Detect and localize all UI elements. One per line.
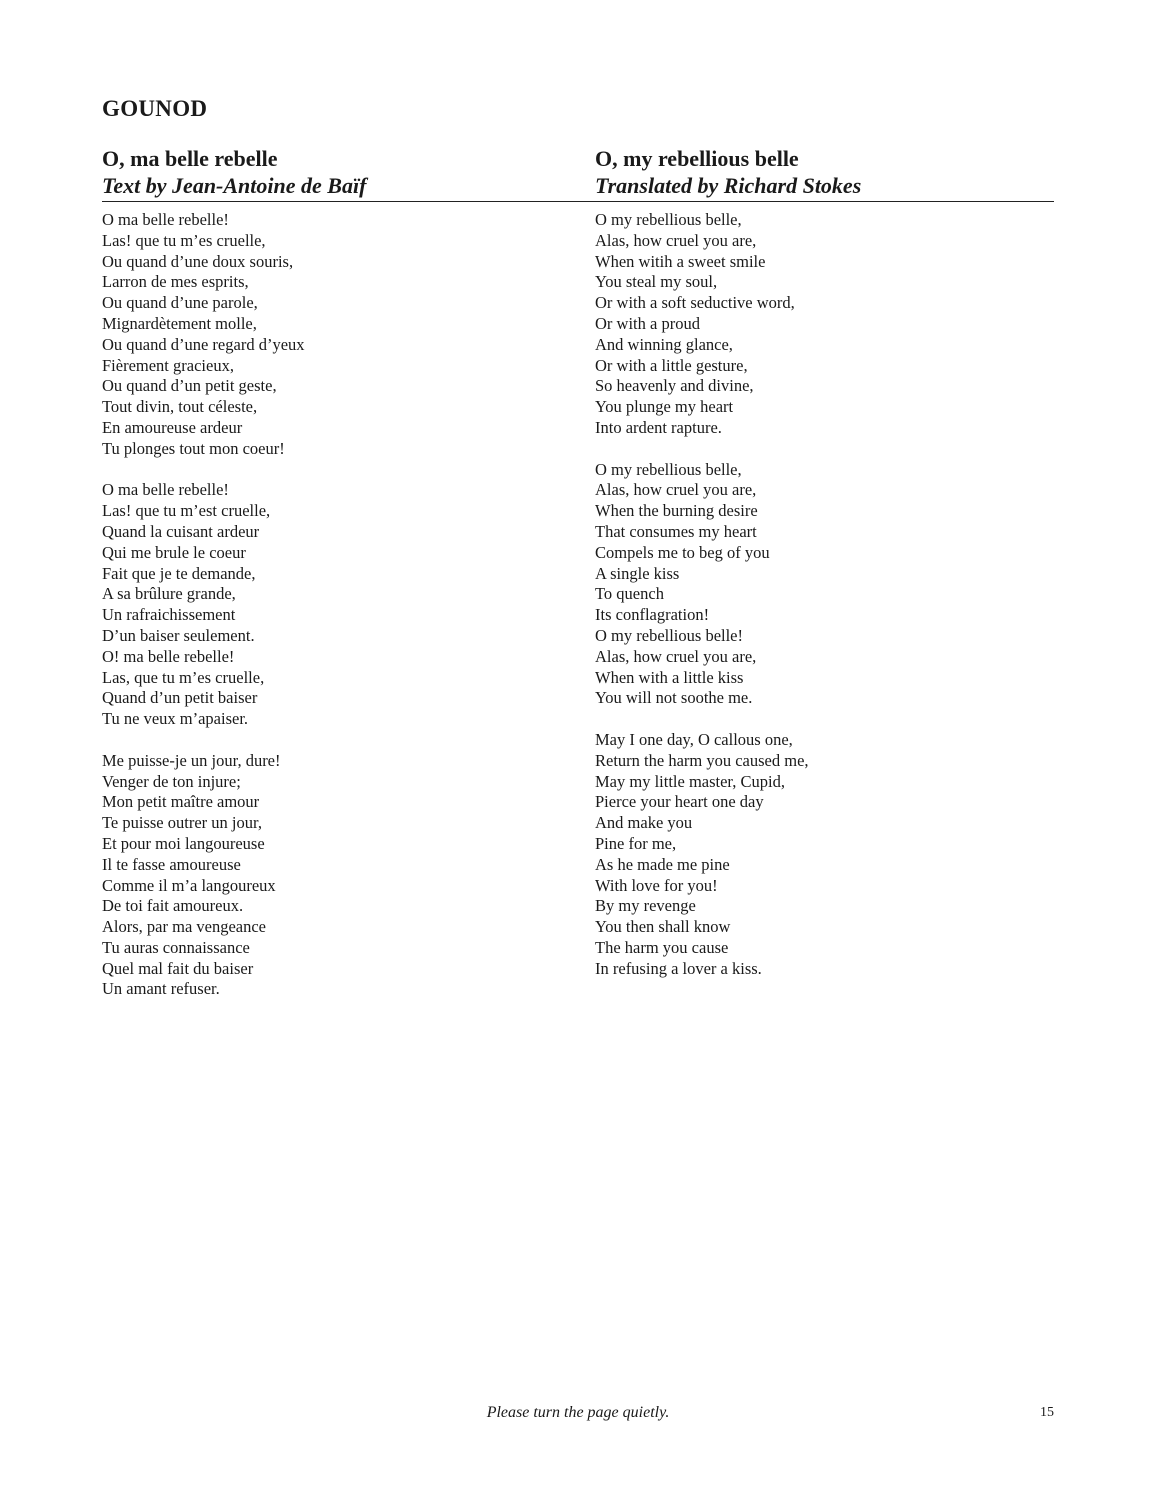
stanza <box>595 730 809 980</box>
verse-line: Mignardètement molle, <box>102 313 257 333</box>
verse-line: That consumes my heart <box>595 521 757 541</box>
verse-line: Tout divin, tout céleste, <box>102 397 258 417</box>
stanza <box>595 460 809 710</box>
verse-line: Las! que tu m’est cruelle, <box>102 501 271 521</box>
verse-line: O ma belle rebelle! <box>102 210 229 229</box>
verse-line: Or with a little gesture, <box>595 355 748 375</box>
verse-line: A single kiss <box>595 563 680 583</box>
verse-line: You steal my soul, <box>595 272 718 292</box>
verse-line: Mon petit maître amour <box>102 792 260 812</box>
page-number: 15 <box>1040 1405 1054 1420</box>
verse-line: Fièrement gracieux, <box>102 355 234 375</box>
verse-line: Tu ne veux m’apaiser. <box>102 709 249 729</box>
verse-line: Its conflagration! <box>595 605 710 625</box>
verse-line: To quench <box>595 584 664 604</box>
stanza <box>102 210 305 460</box>
verse-line: Ou quand d’une doux souris, <box>102 251 294 271</box>
verse-line: Return the harm you caused me, <box>595 750 809 770</box>
song-header <box>102 145 1054 202</box>
verse-line: As he made me pine <box>595 854 730 874</box>
verse-line: Larron de mes esprits, <box>102 272 249 292</box>
verse-line: When with a little kiss <box>595 667 744 687</box>
verse-line: Las! que tu m’es cruelle, <box>102 230 266 250</box>
verse-line: Ou quand d’une parole, <box>102 293 258 313</box>
verse-line: When witih a sweet smile <box>595 251 766 271</box>
verse-line: Alas, how cruel you are, <box>595 480 757 500</box>
verse-line: The harm you cause <box>595 937 729 957</box>
verse-line: Fait que je te demande, <box>102 563 256 583</box>
verse-line: De toi fait amoureux. <box>102 896 244 916</box>
original-credit: Text by Jean-Antoine de Baïf <box>102 173 367 198</box>
verse-line: O ma belle rebelle! <box>102 480 229 500</box>
verse-line: Te puisse outrer un jour, <box>102 813 262 833</box>
verse-line: Quand d’un petit baiser <box>102 688 258 708</box>
verse-line: Into ardent rapture. <box>595 417 722 437</box>
verse-line: You plunge my heart <box>595 397 734 417</box>
verse-line: Alors, par ma vengeance <box>102 917 267 937</box>
verse-line: Ou quand d’un petit geste, <box>102 376 277 396</box>
verse-line: Or with a proud <box>595 313 700 333</box>
verse-line: Quel mal fait du baiser <box>102 958 254 978</box>
verse-line: May I one day, O callous one, <box>595 729 793 749</box>
footer-note: Please turn the page quietly. <box>486 1404 670 1421</box>
verse-line: O! ma belle rebelle! <box>102 646 235 666</box>
verse-line: En amoureuse ardeur <box>102 417 243 437</box>
verse-line: Comme il m’a langoureux <box>102 875 276 895</box>
verse-line: Compels me to beg of you <box>595 542 770 562</box>
verse-line: May my little master, Cupid, <box>595 771 785 791</box>
translation-text-column <box>595 210 809 1000</box>
translation-header <box>595 145 861 199</box>
verse-line: And winning glance, <box>595 334 733 354</box>
verse-line: With love for you! <box>595 875 718 895</box>
verse-line: Et pour moi langoureuse <box>102 833 265 853</box>
verse-line: By my revenge <box>595 896 696 916</box>
verse-line: You will not soothe me. <box>595 688 753 708</box>
verse-line: Tu auras connaissance <box>102 937 250 957</box>
verse-line: Un amant refuser. <box>102 979 220 999</box>
verse-line: Quand la cuisant ardeur <box>102 521 260 541</box>
verse-line: Pine for me, <box>595 833 677 853</box>
verse-line: In refusing a lover a kiss. <box>595 958 762 978</box>
verse-line: Un rafraichissement <box>102 605 236 625</box>
original-text-column <box>102 210 305 1021</box>
verse-line: Tu plonges tout mon coeur! <box>102 438 285 458</box>
verse-line: Pierce your heart one day <box>595 792 764 812</box>
original-header <box>102 145 366 199</box>
verse-line: Alas, how cruel you are, <box>595 646 757 666</box>
verse-line: Me puisse-je un jour, dure! <box>102 750 281 770</box>
verse-line: D’un baiser seulement. <box>102 625 255 645</box>
translation-credit: Translated by Richard Stokes <box>595 173 862 198</box>
verse-line: Alas, how cruel you are, <box>595 230 757 250</box>
verse-line: O my rebellious belle, <box>595 210 742 229</box>
verse-line: You then shall know <box>595 917 731 937</box>
verse-line: Or with a soft seductive word, <box>595 293 795 313</box>
verse-line: O my rebellious belle, <box>595 459 742 479</box>
verse-line: Las, que tu m’es cruelle, <box>102 667 265 687</box>
verse-line: O my rebellious belle! <box>595 625 744 645</box>
verse-line: And make you <box>595 813 693 833</box>
verse-line: Ou quand d’une regard d’yeux <box>102 334 305 354</box>
stanza <box>102 480 305 730</box>
stanza <box>595 210 809 439</box>
verse-line: A sa brûlure grande, <box>102 584 236 604</box>
stanza <box>102 751 305 1001</box>
verse-line: Il te fasse amoureuse <box>102 854 241 874</box>
verse-line: So heavenly and divine, <box>595 376 754 396</box>
verse-line: Venger de ton injure; <box>102 771 241 791</box>
verse-line: When the burning desire <box>595 501 758 521</box>
translation-title: O, my rebellious belle <box>595 146 799 171</box>
original-title: O, ma belle rebelle <box>102 146 278 171</box>
composer-heading: GOUNOD <box>102 96 208 121</box>
verse-line: Qui me brule le coeur <box>102 542 246 562</box>
